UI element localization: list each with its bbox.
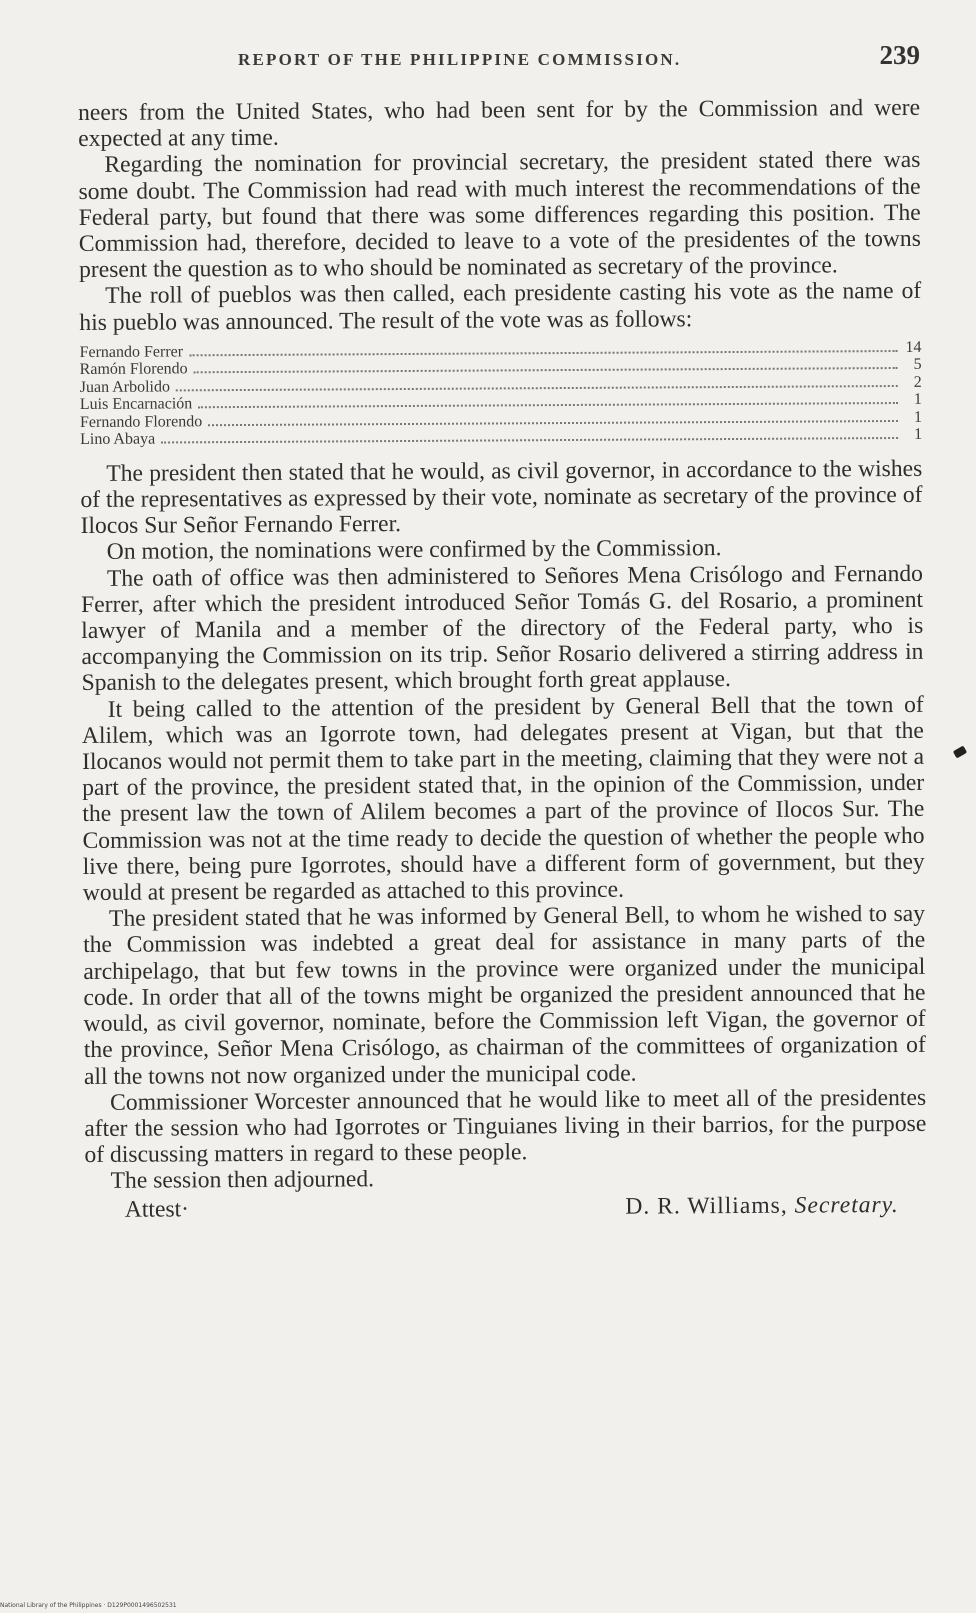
paragraph: Regarding the nomination for provincial secretary, the president stated there was some doubt. The Commission had read with much interest the recommendations of the Federal party, but found that there was some differences regarding this position. The Commission had, therefore, decided to leave to a vote of the presidentes of the towns present the question as to who should be nominated as secretary of the province. xyxy=(78,147,921,284)
paragraph: neers from the United States, who had been sent for by the Commission and were expected at any time. xyxy=(78,94,921,153)
running-title: REPORT OF THE PHILIPPINE COMMISSION. xyxy=(238,50,682,69)
margin-mark xyxy=(953,746,967,759)
attestation xyxy=(85,1191,927,1222)
paragraph: The president stated that he was informed by General Bell, to whom he wished to say the Commission was indebted a great deal for assistance in many parts of the archipelago, that but few towns in the province were organized under the municipal code. In order that all of the towns might be organized the president announced that he would, as civil governor, nominate, before the Commission left Vigan, the governor of the province, Señor Mena Crisólogo, as chairman of the committees of organization of all the towns not now organized under the municipal code. xyxy=(83,901,926,1090)
paragraph: The oath of office was then administered to Señores Mena Crisólogo and Fernando Ferrer, after which the president introduced Señor Tomás G. del Rosario, a prominent lawyer of Manila and a member of the directory of the Federal party, who is accompanying the Commission on its trip. Señor Rosario delivered a stirring address in Spanish to the delegates present, which brought forth great applause. xyxy=(81,560,924,697)
vote-count: 1 xyxy=(913,391,922,409)
paragraph: It being called to the attention of the president by General Bell that the town of Alilem, which was an Igorrote town, had delegates present at Vigan, but that the Ilocanos would not permit them to take part in the meeting, claiming that they were not a part of the province, the president stated that, in the opinion of the Commission, under the present law the town of Alilem becomes a part of the province of Ilocos Sur. The Commission was not at the time ready to decide the question of whether the people who live there, being pure Igorrotes, should have a different form of government, but they would at present be regarded as attached to this province. xyxy=(81,691,925,907)
dot-leader xyxy=(176,385,898,391)
vote-results-table xyxy=(79,339,922,449)
vote-count: 1 xyxy=(913,408,923,426)
body-text xyxy=(78,95,927,1223)
vote-count: 1 xyxy=(914,426,923,444)
page-number: 239 xyxy=(879,40,920,70)
page-header xyxy=(78,40,920,80)
vote-count: 14 xyxy=(905,338,922,356)
paragraph: The president then stated that he would, as civil governor, in accordance to the wishes of the representatives as expressed by their vote, nominate as secretary of the province of Ilocos Sur Señor Fernando Ferrer. xyxy=(80,455,923,540)
candidate-name: Lino Abaya xyxy=(80,430,156,449)
dot-leader xyxy=(194,367,898,373)
candidate-name: Ramón Florendo xyxy=(79,360,188,379)
dot-leader xyxy=(198,402,898,408)
paragraph: The session then adjourned. xyxy=(110,1166,375,1195)
paragraph: On motion, the nominations were confirmed by the Commission. xyxy=(106,535,722,566)
dot-leader xyxy=(189,350,897,356)
candidate-name: Juan Arbolido xyxy=(79,378,171,396)
candidate-name: Luis Encarnación xyxy=(79,395,193,414)
vote-count: 2 xyxy=(913,373,922,391)
paragraph: The roll of pueblos was then called, each presidente casting his vote as the name of his pueblo was announced. The result of the vote was as follows: xyxy=(79,278,922,336)
dot-leader xyxy=(161,437,898,444)
paragraph: Commissioner Worcester announced that he would like to meet all of the presidentes after the session who had Igorrotes or Tinguianes living in their barrios, for the purpose of discussing matters in regard to these people. xyxy=(84,1084,927,1169)
attest-label: Attest· xyxy=(124,1195,190,1223)
vote-row xyxy=(80,426,922,449)
candidate-name: Fernando Ferrer xyxy=(79,343,184,361)
dot-leader xyxy=(208,420,898,426)
candidate-name: Fernando Florendo xyxy=(79,413,203,431)
signer-title: Secretary. xyxy=(794,1191,899,1219)
signer-name: D. R. Williams, xyxy=(625,1192,788,1220)
signature xyxy=(625,1191,927,1219)
scan-credit: National Library of the Philippines · D129P0001496502531 xyxy=(0,1602,177,1609)
vote-count: 5 xyxy=(913,356,922,374)
